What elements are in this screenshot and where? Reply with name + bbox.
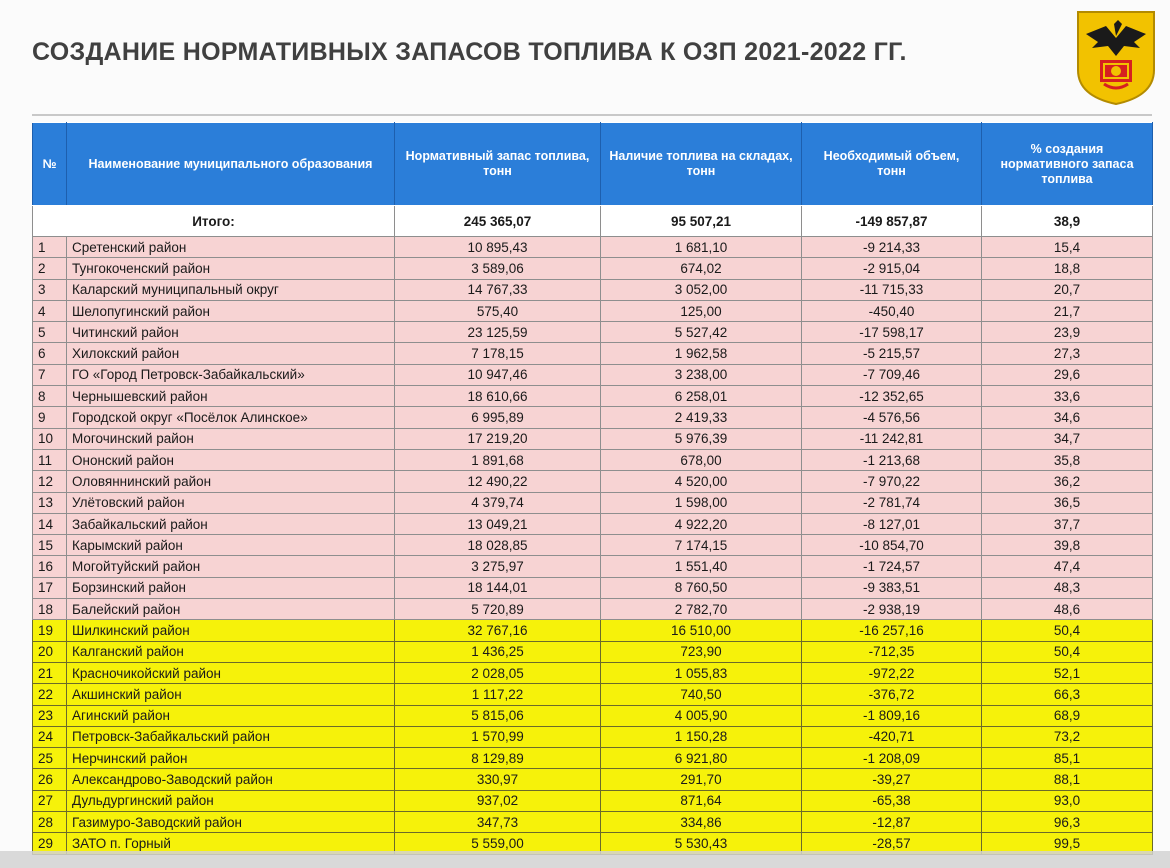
cell-needed: -39,27 — [802, 769, 982, 790]
cell-norm: 2 028,05 — [395, 662, 601, 683]
total-stock: 95 507,21 — [601, 206, 802, 237]
cell-stock: 3 052,00 — [601, 279, 802, 300]
cell-norm: 575,40 — [395, 300, 601, 321]
column-header-number: № — [33, 123, 67, 206]
cell-norm: 5 815,06 — [395, 705, 601, 726]
table-row — [33, 471, 1153, 492]
cell-number: 15 — [33, 535, 67, 556]
cell-percent: 36,5 — [982, 492, 1153, 513]
cell-stock: 1 150,28 — [601, 726, 802, 747]
cell-percent: 20,7 — [982, 279, 1153, 300]
table-row — [33, 556, 1153, 577]
video-caption-bar — [0, 851, 1170, 868]
table-row — [33, 705, 1153, 726]
cell-needed: -1 724,57 — [802, 556, 982, 577]
cell-needed: -2 915,04 — [802, 258, 982, 279]
cell-stock: 334,86 — [601, 812, 802, 833]
cell-stock: 674,02 — [601, 258, 802, 279]
table-row — [33, 407, 1153, 428]
cell-number: 12 — [33, 471, 67, 492]
cell-norm: 14 767,33 — [395, 279, 601, 300]
table-row — [33, 492, 1153, 513]
cell-municipality: Читинский район — [67, 322, 395, 343]
table-row — [33, 343, 1153, 364]
cell-norm: 3 275,97 — [395, 556, 601, 577]
cell-needed: -28,57 — [802, 833, 982, 854]
cell-stock: 4 922,20 — [601, 513, 802, 534]
cell-number: 27 — [33, 790, 67, 811]
cell-percent: 34,6 — [982, 407, 1153, 428]
cell-stock: 291,70 — [601, 769, 802, 790]
table-row — [33, 386, 1153, 407]
cell-municipality: Шелопугинский район — [67, 300, 395, 321]
table-row — [33, 364, 1153, 385]
total-needed: -149 857,87 — [802, 206, 982, 237]
cell-norm: 10 895,43 — [395, 237, 601, 258]
page-title: СОЗДАНИЕ НОРМАТИВНЫХ ЗАПАСОВ ТОПЛИВА К ОЗП 2021-2022 ГГ. — [32, 38, 907, 66]
cell-stock: 125,00 — [601, 300, 802, 321]
cell-needed: -1 213,68 — [802, 449, 982, 470]
cell-needed: -8 127,01 — [802, 513, 982, 534]
cell-stock: 723,90 — [601, 641, 802, 662]
cell-needed: -12 352,65 — [802, 386, 982, 407]
cell-norm: 5 559,00 — [395, 833, 601, 854]
cell-stock: 871,64 — [601, 790, 802, 811]
cell-number: 16 — [33, 556, 67, 577]
cell-norm: 18 610,66 — [395, 386, 601, 407]
table-row — [33, 748, 1153, 769]
cell-percent: 93,0 — [982, 790, 1153, 811]
cell-norm: 3 589,06 — [395, 258, 601, 279]
cell-needed: -12,87 — [802, 812, 982, 833]
cell-norm: 347,73 — [395, 812, 601, 833]
cell-needed: -9 383,51 — [802, 577, 982, 598]
cell-percent: 37,7 — [982, 513, 1153, 534]
table-row — [33, 641, 1153, 662]
cell-municipality: Тунгокоченский район — [67, 258, 395, 279]
cell-norm: 5 720,89 — [395, 599, 601, 620]
cell-number: 7 — [33, 364, 67, 385]
cell-stock: 7 174,15 — [601, 535, 802, 556]
cell-number: 29 — [33, 833, 67, 854]
cell-percent: 33,6 — [982, 386, 1153, 407]
cell-needed: -1 809,16 — [802, 705, 982, 726]
cell-percent: 52,1 — [982, 662, 1153, 683]
cell-percent: 88,1 — [982, 769, 1153, 790]
cell-municipality: ГО «Город Петровск-Забайкальский» — [67, 364, 395, 385]
cell-municipality: Сретенский район — [67, 237, 395, 258]
cell-percent: 50,4 — [982, 641, 1153, 662]
cell-percent: 96,3 — [982, 812, 1153, 833]
cell-municipality: Улётовский район — [67, 492, 395, 513]
cell-percent: 18,8 — [982, 258, 1153, 279]
cell-percent: 48,6 — [982, 599, 1153, 620]
cell-municipality: Агинский район — [67, 705, 395, 726]
cell-number: 20 — [33, 641, 67, 662]
table-row — [33, 726, 1153, 747]
cell-needed: -65,38 — [802, 790, 982, 811]
cell-stock: 6 258,01 — [601, 386, 802, 407]
cell-norm: 937,02 — [395, 790, 601, 811]
cell-municipality: Оловяннинский район — [67, 471, 395, 492]
cell-number: 26 — [33, 769, 67, 790]
table-row — [33, 300, 1153, 321]
cell-stock: 5 527,42 — [601, 322, 802, 343]
cell-stock: 5 976,39 — [601, 428, 802, 449]
table-row — [33, 620, 1153, 641]
cell-needed: -2 781,74 — [802, 492, 982, 513]
column-header-norm: Нормативный запас топлива, тонн — [395, 123, 601, 206]
table-row — [33, 535, 1153, 556]
cell-stock: 16 510,00 — [601, 620, 802, 641]
cell-number: 23 — [33, 705, 67, 726]
cell-needed: -4 576,56 — [802, 407, 982, 428]
cell-norm: 17 219,20 — [395, 428, 601, 449]
cell-municipality: Александрово-Заводский район — [67, 769, 395, 790]
cell-municipality: Могочинский район — [67, 428, 395, 449]
cell-municipality: Петровск-Забайкальский район — [67, 726, 395, 747]
cell-percent: 99,5 — [982, 833, 1153, 854]
cell-norm: 1 436,25 — [395, 641, 601, 662]
cell-percent: 35,8 — [982, 449, 1153, 470]
table-row — [33, 237, 1153, 258]
cell-number: 14 — [33, 513, 67, 534]
cell-municipality: Могойтуйский район — [67, 556, 395, 577]
cell-number: 1 — [33, 237, 67, 258]
cell-number: 2 — [33, 258, 67, 279]
cell-percent: 85,1 — [982, 748, 1153, 769]
cell-needed: -376,72 — [802, 684, 982, 705]
cell-number: 8 — [33, 386, 67, 407]
cell-needed: -2 938,19 — [802, 599, 982, 620]
cell-norm: 8 129,89 — [395, 748, 601, 769]
cell-municipality: Красночикойский район — [67, 662, 395, 683]
cell-number: 5 — [33, 322, 67, 343]
cell-percent: 23,9 — [982, 322, 1153, 343]
column-header-percent: % создания нормативного запаса топлива — [982, 123, 1153, 206]
cell-stock: 1 055,83 — [601, 662, 802, 683]
cell-stock: 1 681,10 — [601, 237, 802, 258]
table-row — [33, 599, 1153, 620]
cell-stock: 740,50 — [601, 684, 802, 705]
cell-norm: 10 947,46 — [395, 364, 601, 385]
table-row — [33, 577, 1153, 598]
cell-number: 6 — [33, 343, 67, 364]
table-row — [33, 428, 1153, 449]
cell-municipality: Чернышевский район — [67, 386, 395, 407]
cell-number: 4 — [33, 300, 67, 321]
cell-municipality: Шилкинский район — [67, 620, 395, 641]
cell-stock: 2 782,70 — [601, 599, 802, 620]
table-row — [33, 662, 1153, 683]
cell-municipality: Акшинский район — [67, 684, 395, 705]
cell-number: 3 — [33, 279, 67, 300]
column-header-needed: Необходимый объем, тонн — [802, 123, 982, 206]
cell-municipality: Нерчинский район — [67, 748, 395, 769]
cell-percent: 39,8 — [982, 535, 1153, 556]
cell-norm: 6 995,89 — [395, 407, 601, 428]
cell-percent: 15,4 — [982, 237, 1153, 258]
cell-number: 28 — [33, 812, 67, 833]
cell-number: 11 — [33, 449, 67, 470]
cell-needed: -712,35 — [802, 641, 982, 662]
cell-norm: 1 570,99 — [395, 726, 601, 747]
total-label: Итого: — [33, 206, 395, 237]
cell-number: 13 — [33, 492, 67, 513]
cell-percent: 27,3 — [982, 343, 1153, 364]
column-header-name: Наименование муниципального образования — [67, 123, 395, 206]
cell-stock: 4 005,90 — [601, 705, 802, 726]
cell-municipality: Дульдургинский район — [67, 790, 395, 811]
cell-number: 10 — [33, 428, 67, 449]
cell-stock: 678,00 — [601, 449, 802, 470]
cell-norm: 13 049,21 — [395, 513, 601, 534]
cell-norm: 4 379,74 — [395, 492, 601, 513]
cell-needed: -420,71 — [802, 726, 982, 747]
cell-number: 18 — [33, 599, 67, 620]
cell-stock: 2 419,33 — [601, 407, 802, 428]
cell-norm: 12 490,22 — [395, 471, 601, 492]
cell-percent: 73,2 — [982, 726, 1153, 747]
table-row — [33, 513, 1153, 534]
cell-percent: 47,4 — [982, 556, 1153, 577]
cell-needed: -1 208,09 — [802, 748, 982, 769]
cell-norm: 23 125,59 — [395, 322, 601, 343]
cell-municipality: ЗАТО п. Горный — [67, 833, 395, 854]
fuel-reserve-table — [32, 122, 1153, 855]
column-header-stock: Наличие топлива на складах, тонн — [601, 123, 802, 206]
cell-stock: 5 530,43 — [601, 833, 802, 854]
cell-number: 9 — [33, 407, 67, 428]
cell-needed: -10 854,70 — [802, 535, 982, 556]
table-row — [33, 790, 1153, 811]
cell-stock: 6 921,80 — [601, 748, 802, 769]
cell-municipality: Балейский район — [67, 599, 395, 620]
table-header-row — [33, 123, 1153, 206]
table-row — [33, 279, 1153, 300]
cell-number: 24 — [33, 726, 67, 747]
cell-needed: -16 257,16 — [802, 620, 982, 641]
cell-norm: 32 767,16 — [395, 620, 601, 641]
table-row — [33, 258, 1153, 279]
cell-stock: 1 598,00 — [601, 492, 802, 513]
cell-norm: 18 144,01 — [395, 577, 601, 598]
cell-needed: -7 709,46 — [802, 364, 982, 385]
table-row — [33, 684, 1153, 705]
cell-number: 21 — [33, 662, 67, 683]
cell-percent: 29,6 — [982, 364, 1153, 385]
cell-municipality: Ононский район — [67, 449, 395, 470]
cell-percent: 48,3 — [982, 577, 1153, 598]
total-percent: 38,9 — [982, 206, 1153, 237]
cell-percent: 66,3 — [982, 684, 1153, 705]
cell-percent: 34,7 — [982, 428, 1153, 449]
table-row — [33, 449, 1153, 470]
cell-needed: -11 715,33 — [802, 279, 982, 300]
cell-stock: 3 238,00 — [601, 364, 802, 385]
cell-municipality: Городской округ «Посёлок Алинское» — [67, 407, 395, 428]
cell-municipality: Газимуро-Заводский район — [67, 812, 395, 833]
cell-norm: 1 117,22 — [395, 684, 601, 705]
cell-municipality: Карымский район — [67, 535, 395, 556]
coat-of-arms-icon — [1074, 8, 1158, 106]
cell-municipality: Хилокский район — [67, 343, 395, 364]
cell-needed: -9 214,33 — [802, 237, 982, 258]
cell-needed: -450,40 — [802, 300, 982, 321]
table-row — [33, 322, 1153, 343]
cell-norm: 330,97 — [395, 769, 601, 790]
cell-needed: -11 242,81 — [802, 428, 982, 449]
cell-needed: -7 970,22 — [802, 471, 982, 492]
cell-number: 17 — [33, 577, 67, 598]
cell-norm: 1 891,68 — [395, 449, 601, 470]
cell-needed: -972,22 — [802, 662, 982, 683]
cell-percent: 50,4 — [982, 620, 1153, 641]
table-row — [33, 812, 1153, 833]
cell-stock: 1 551,40 — [601, 556, 802, 577]
cell-number: 22 — [33, 684, 67, 705]
cell-municipality: Борзинский район — [67, 577, 395, 598]
cell-municipality: Забайкальский район — [67, 513, 395, 534]
cell-percent: 36,2 — [982, 471, 1153, 492]
title-divider — [32, 114, 1152, 116]
cell-municipality: Калганский район — [67, 641, 395, 662]
table-row — [33, 769, 1153, 790]
cell-number: 25 — [33, 748, 67, 769]
cell-stock: 8 760,50 — [601, 577, 802, 598]
cell-municipality: Каларский муниципальный округ — [67, 279, 395, 300]
cell-needed: -5 215,57 — [802, 343, 982, 364]
total-row — [33, 206, 1153, 237]
cell-needed: -17 598,17 — [802, 322, 982, 343]
cell-percent: 68,9 — [982, 705, 1153, 726]
cell-norm: 18 028,85 — [395, 535, 601, 556]
cell-percent: 21,7 — [982, 300, 1153, 321]
cell-number: 19 — [33, 620, 67, 641]
total-norm: 245 365,07 — [395, 206, 601, 237]
cell-norm: 7 178,15 — [395, 343, 601, 364]
cell-stock: 4 520,00 — [601, 471, 802, 492]
cell-stock: 1 962,58 — [601, 343, 802, 364]
